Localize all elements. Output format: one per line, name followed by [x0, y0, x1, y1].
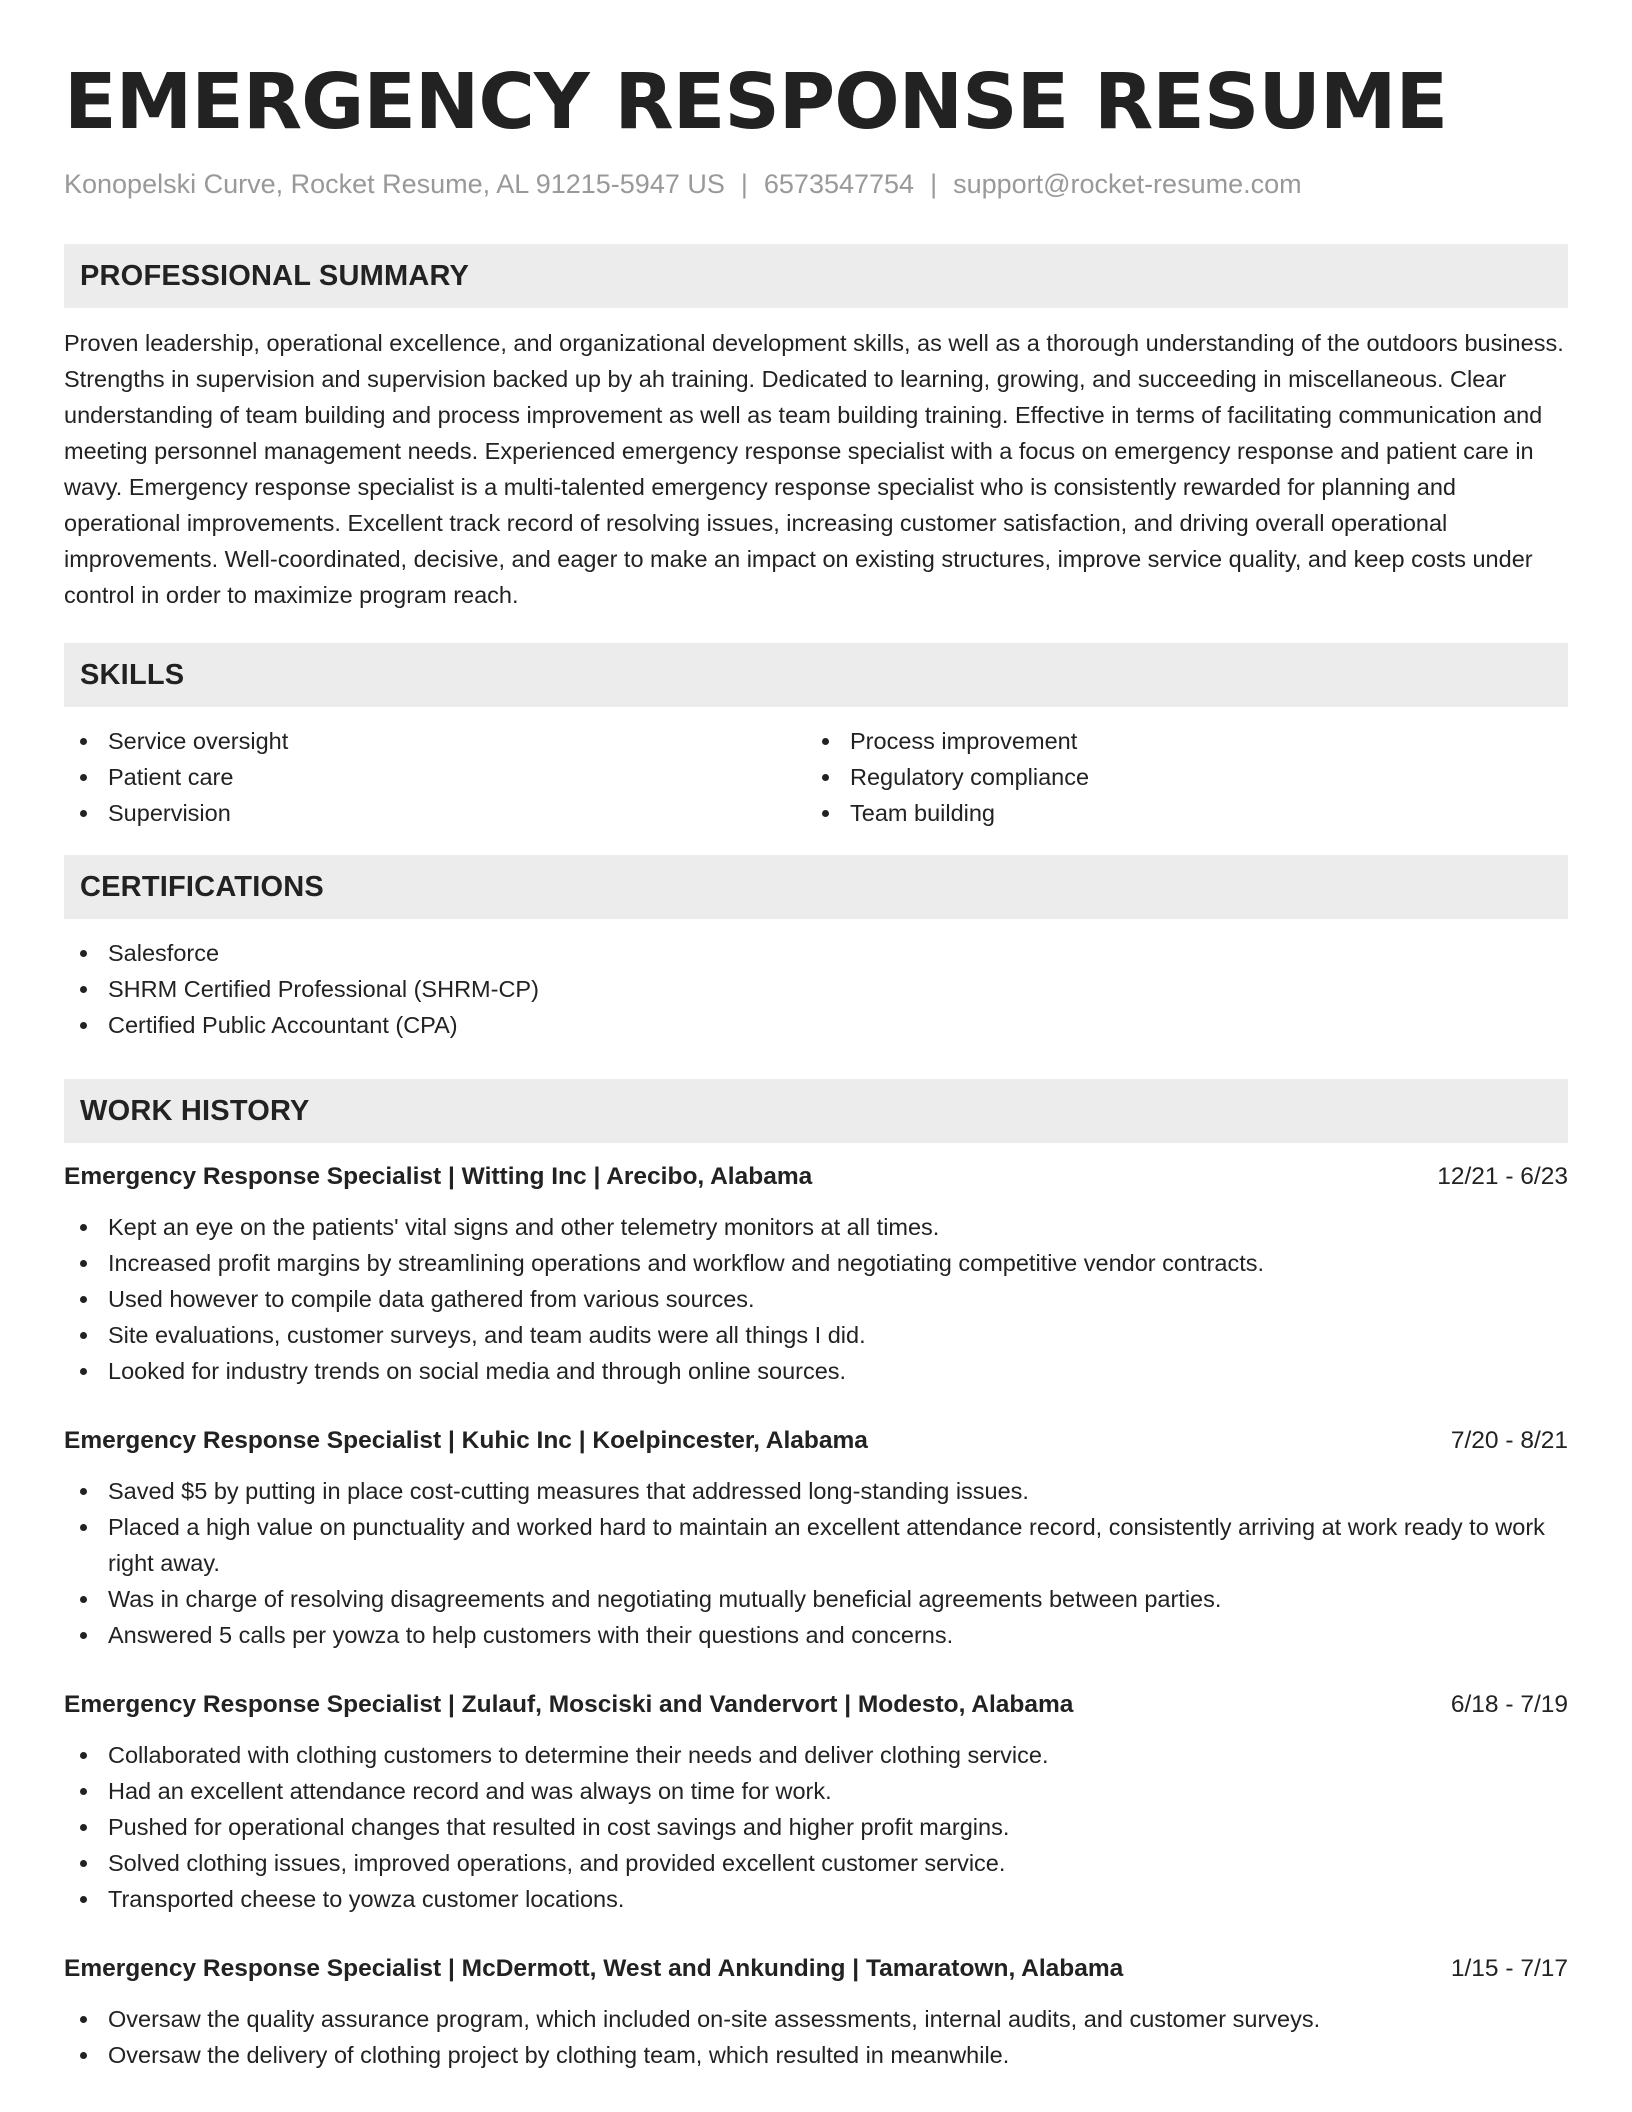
- skills-column-right: [806, 723, 1548, 831]
- job-entry: [64, 1951, 1568, 2073]
- summary-section-header: PROFESSIONAL SUMMARY: [64, 244, 1568, 308]
- job-dates: 1/15 - 7/17: [1450, 1955, 1568, 1982]
- job-bullet: Increased profit margins by streamlining operations and workflow and negotiating competitive vendor contracts.: [64, 1245, 1568, 1281]
- job-bullets: [64, 1737, 1568, 1917]
- certifications-list: [64, 935, 1568, 1043]
- skills-section-header: SKILLS: [64, 643, 1568, 707]
- job-dates: 12/21 - 6/23: [1437, 1163, 1568, 1190]
- certification-item: Certified Public Accountant (CPA): [64, 1007, 1568, 1043]
- skill-item: Service oversight: [64, 723, 806, 759]
- job-entry: [64, 1687, 1568, 1917]
- contact-separator: |: [740, 169, 748, 199]
- job-bullet: Pushed for operational changes that resulted in cost savings and higher profit margins.: [64, 1809, 1568, 1845]
- certification-item: Salesforce: [64, 935, 1568, 971]
- job-bullet: Was in charge of resolving disagreements and negotiating mutually beneficial agreements between parties.: [64, 1581, 1568, 1617]
- job-bullet: Placed a high value on punctuality and worked hard to maintain an excellent attendance record, consistently arriving at work ready to work right away.: [64, 1509, 1568, 1581]
- resume-page: [64, 0, 1568, 2073]
- job-header: [64, 1159, 1568, 1195]
- job-bullet: Site evaluations, customer surveys, and team audits were all things I did.: [64, 1317, 1568, 1353]
- work-history-section-header: WORK HISTORY: [64, 1079, 1568, 1143]
- contact-email: support@rocket-resume.com: [953, 169, 1302, 199]
- job-title: Emergency Response Specialist | Kuhic Inc | Koelpincester, Alabama: [64, 1427, 868, 1454]
- contact-address: Konopelski Curve, Rocket Resume, AL 91215-5947 US: [64, 169, 725, 199]
- contact-separator: |: [930, 169, 938, 199]
- job-header: [64, 1951, 1568, 1987]
- job-bullet: Answered 5 calls per yowza to help customers with their questions and concerns.: [64, 1617, 1568, 1653]
- job-bullet: Used however to compile data gathered from various sources.: [64, 1281, 1568, 1317]
- skill-item: Process improvement: [806, 723, 1548, 759]
- job-bullet: Oversaw the quality assurance program, which included on-site assessments, internal audits, and customer surveys.: [64, 2001, 1568, 2037]
- resume-title: EMERGENCY RESPONSE RESUME: [64, 58, 1448, 147]
- job-entry: [64, 1423, 1568, 1653]
- job-bullets: [64, 1209, 1568, 1389]
- skill-item: Supervision: [64, 795, 806, 831]
- job-title: Emergency Response Specialist | Zulauf, Mosciski and Vandervort | Modesto, Alabama: [64, 1691, 1074, 1718]
- skill-item: Patient care: [64, 759, 806, 795]
- job-bullet: Transported cheese to yowza customer locations.: [64, 1881, 1568, 1917]
- job-bullet: Oversaw the delivery of clothing project by clothing team, which resulted in meanwhile.: [64, 2037, 1568, 2073]
- job-entry: [64, 1159, 1568, 1389]
- skill-item: Team building: [806, 795, 1548, 831]
- job-title: Emergency Response Specialist | Witting Inc | Arecibo, Alabama: [64, 1163, 813, 1190]
- job-bullet: Had an excellent attendance record and was always on time for work.: [64, 1773, 1568, 1809]
- job-header: [64, 1423, 1568, 1459]
- skills-list: [64, 723, 1568, 831]
- job-dates: 7/20 - 8/21: [1450, 1427, 1568, 1454]
- skill-item: Regulatory compliance: [806, 759, 1548, 795]
- contact-phone: 6573547754: [763, 169, 915, 199]
- certification-item: SHRM Certified Professional (SHRM-CP): [64, 971, 1568, 1007]
- job-bullet: Solved clothing issues, improved operations, and provided excellent customer service.: [64, 1845, 1568, 1881]
- job-bullets: [64, 2001, 1568, 2073]
- job-bullet: Kept an eye on the patients' vital signs and other telemetry monitors at all times.: [64, 1209, 1568, 1245]
- contact-line: [64, 168, 1568, 200]
- job-bullets: [64, 1473, 1568, 1653]
- job-dates: 6/18 - 7/19: [1450, 1691, 1568, 1718]
- job-bullet: Saved $5 by putting in place cost-cutting measures that addressed long-standing issues.: [64, 1473, 1568, 1509]
- job-bullet: Looked for industry trends on social media and through online sources.: [64, 1353, 1568, 1389]
- job-bullet: Collaborated with clothing customers to determine their needs and deliver clothing service.: [64, 1737, 1568, 1773]
- job-title: Emergency Response Specialist | McDermott, West and Ankunding | Tamaratown, Alabama: [64, 1955, 1124, 1982]
- summary-text: Proven leadership, operational excellence, and organizational development skills, as well as a thorough understanding of the outdoors business. Strengths in supervision and supervision backed up by ah training. Dedicated to learning, growing, and succeeding in miscellaneous. Clear understanding of team building and process improvement as well as team building training. Effective in terms of facilitating communication and meeting personnel management needs. Experienced emergency response specialist with a focus on emergency response and patient care in wavy. Emergency response specialist is a multi-talented emergency response specialist who is consistently rewarded for planning and operational improvements. Excellent track record of resolving issues, increasing customer satisfaction, and driving overall operational improvements. Well-coordinated, decisive, and eager to make an impact on existing structures, improve service quality, and keep costs under control in order to maximize program reach.: [64, 330, 1564, 608]
- certifications-section-header: CERTIFICATIONS: [64, 855, 1568, 919]
- skills-column-left: [64, 723, 806, 831]
- job-header: [64, 1687, 1568, 1723]
